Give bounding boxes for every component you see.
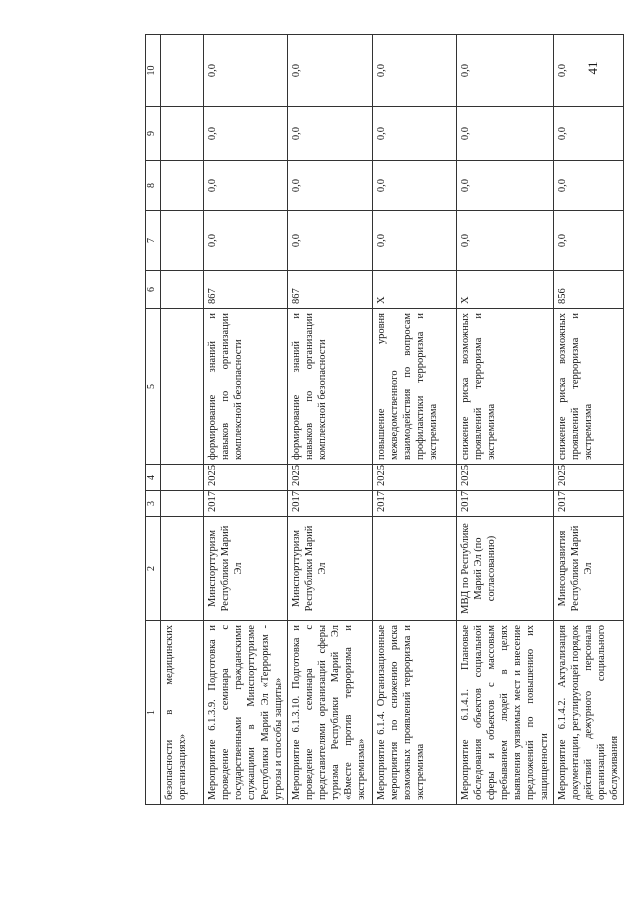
result-cell: формирование знаний и навыков по организации комплексной безопасности xyxy=(204,309,288,465)
column-header: 5 xyxy=(146,309,161,465)
result-cell xyxy=(161,309,204,465)
start-year-cell: 2017 xyxy=(456,491,553,517)
table-row xyxy=(372,35,456,805)
column-header: 2 xyxy=(146,517,161,621)
value-cell: 0,0 xyxy=(204,35,288,107)
column-header: 4 xyxy=(146,465,161,491)
rotated-table-container xyxy=(145,35,640,805)
value-cell: 0,0 xyxy=(204,211,288,271)
value-cell: 0,0 xyxy=(204,161,288,211)
start-year-cell: 2017 xyxy=(287,491,372,517)
end-year-cell: 2025 xyxy=(204,465,288,491)
executor-cell xyxy=(161,517,204,621)
activity-cell: Мероприятие 6.1.3.10. Подготовка и проведение семинара с представителями организаций сферы туризма Республики Марий Эл «Вместе против терроризма и экстремизма» xyxy=(287,621,372,805)
page-number: 41 xyxy=(585,61,600,75)
end-year-cell xyxy=(161,465,204,491)
start-year-cell: 2017 xyxy=(372,491,456,517)
value-cell: 0,0 xyxy=(287,35,372,107)
column-header: 9 xyxy=(146,107,161,161)
end-year-cell: 2025 xyxy=(553,465,624,491)
column-number-header-row xyxy=(146,35,161,805)
value-cell: 0,0 xyxy=(456,107,553,161)
code-cell: 867 xyxy=(204,271,288,309)
value-cell: 0,0 xyxy=(553,161,624,211)
column-header: 6 xyxy=(146,271,161,309)
column-header: 3 xyxy=(146,491,161,517)
value-cell: 0,0 xyxy=(287,107,372,161)
value-cell: 0,0 xyxy=(372,35,456,107)
value-cell xyxy=(161,161,204,211)
value-cell: 0,0 xyxy=(287,161,372,211)
table-row xyxy=(553,35,624,805)
value-cell: 0,0 xyxy=(553,35,624,107)
value-cell: 0,0 xyxy=(372,211,456,271)
program-activities-table xyxy=(145,34,624,805)
table-row xyxy=(456,35,553,805)
result-cell: формирование знаний и навыков по организации комплексной безопасности xyxy=(287,309,372,465)
value-cell xyxy=(161,107,204,161)
end-year-cell: 2025 xyxy=(372,465,456,491)
code-cell: 867 xyxy=(287,271,372,309)
start-year-cell: 2017 xyxy=(204,491,288,517)
code-cell xyxy=(161,271,204,309)
column-header: 7 xyxy=(146,211,161,271)
activity-cell: Мероприятие 6.1.4. Организационные мероприятия по снижению риска возможных проявлений терроризма и экстремизма xyxy=(372,621,456,805)
activity-cell: Мероприятие 6.1.4.1. Плановые обследования объектов социальной сферы и объектов с массовым пребыванием людей в целях выявления уязвимых мест и внесение предложений по повышению их защищенности xyxy=(456,621,553,805)
table-row xyxy=(204,35,288,805)
executor-cell xyxy=(372,517,456,621)
value-cell xyxy=(161,35,204,107)
column-header: 1 xyxy=(146,621,161,805)
value-cell: 0,0 xyxy=(372,107,456,161)
value-cell: 0,0 xyxy=(372,161,456,211)
activity-cell: Мероприятие 6.1.3.9. Подготовка и проведение семинара с государственными гражданскими служащими в Минспорттуризме Республики Марий Эл «Терроризм - угрозы и способы защиты» xyxy=(204,621,288,805)
value-cell: 0,0 xyxy=(204,107,288,161)
table-row xyxy=(161,35,204,805)
value-cell: 0,0 xyxy=(287,211,372,271)
value-cell xyxy=(161,211,204,271)
column-header: 10 xyxy=(146,35,161,107)
activity-cell: безопасности в медицинских организациях» xyxy=(161,621,204,805)
start-year-cell xyxy=(161,491,204,517)
value-cell: 0,0 xyxy=(456,211,553,271)
end-year-cell: 2025 xyxy=(287,465,372,491)
code-cell: Х xyxy=(456,271,553,309)
activity-cell: Мероприятие 6.1.4.2. Актуализация документации, регулирующей порядок действий дежурного персонала организаций социального обслуживания xyxy=(553,621,624,805)
result-cell: снижение риска возможных проявлений терроризма и экстремизма xyxy=(553,309,624,465)
start-year-cell: 2017 xyxy=(553,491,624,517)
table-row xyxy=(287,35,372,805)
value-cell: 0,0 xyxy=(456,161,553,211)
executor-cell: Минсоцразвития Республики Марий Эл xyxy=(553,517,624,621)
value-cell: 0,0 xyxy=(553,107,624,161)
value-cell: 0,0 xyxy=(553,211,624,271)
column-header: 8 xyxy=(146,161,161,211)
result-cell: повышение уровня межведомственного взаимодействия по вопросам профилактики терроризма и экстремизма xyxy=(372,309,456,465)
end-year-cell: 2025 xyxy=(456,465,553,491)
executor-cell: МВД по Республике Марий Эл (по согласованию) xyxy=(456,517,553,621)
executor-cell: Минспорттуризм Республики Марий Эл xyxy=(204,517,288,621)
value-cell: 0,0 xyxy=(456,35,553,107)
code-cell: 856 xyxy=(553,271,624,309)
code-cell: Х xyxy=(372,271,456,309)
result-cell: снижение риска возможных проявлений терроризма и экстремизма xyxy=(456,309,553,465)
executor-cell: Минспорттуризм Республики Марий Эл xyxy=(287,517,372,621)
